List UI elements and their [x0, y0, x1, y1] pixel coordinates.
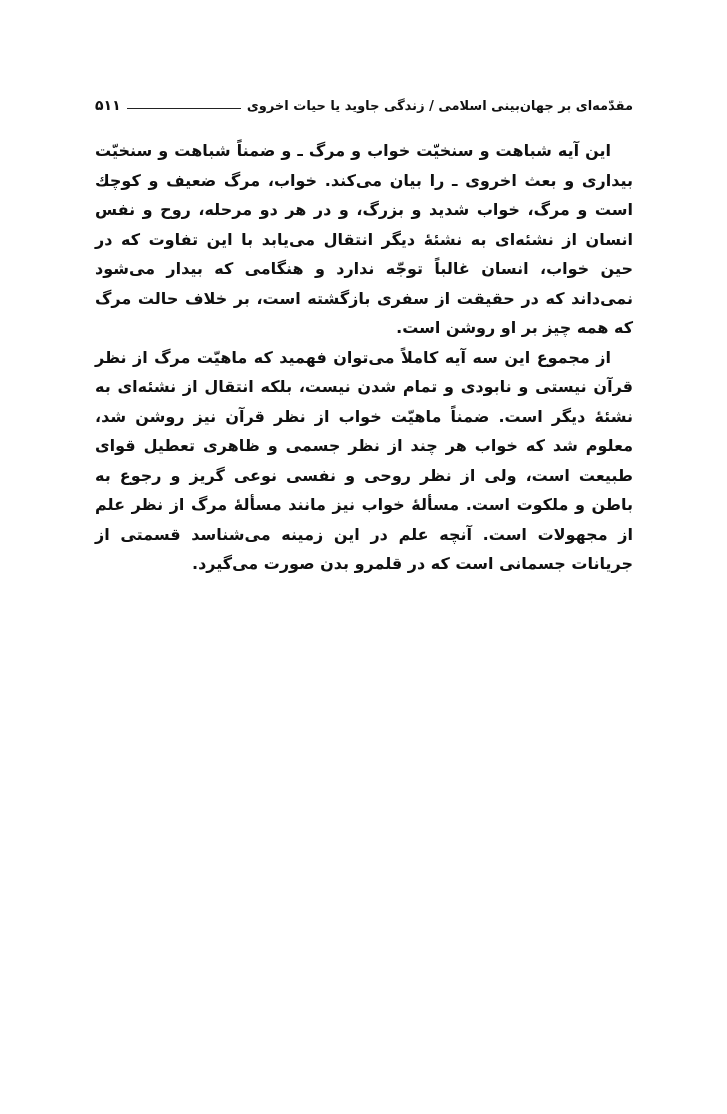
- body-text: [95, 136, 633, 579]
- header-rule: [127, 108, 241, 109]
- paragraph: این آیه شباهت و سنخیّت خواب و مرگ ـ و ضمناً شباهت و سنخیّت بیداری و بعث اخروی ـ را بیان می‌کند. خواب، مرگ ضعیف و کوچك است و مرگ، خواب شدید و بزرگ، و در هر دو مرحله، روح و نفس انسان از نشئه‌ای به نشئهٔ دیگر انتقال می‌یابد با این تفاوت که در حین خواب، انسان غالباً توجّه ندارد و هنگامی که بیدار می‌شود نمی‌داند که در حقیقت از سفری بازگشته است، بر خلاف حالت مرگ که همه چیز بر او روشن است.: [95, 141, 633, 337]
- page-number: ۵۱۱: [95, 98, 121, 114]
- paragraph: از مجموع این سه آیه کاملاً می‌توان فهمید که ماهیّت مرگ از نظر قرآن نیستی و نابودی و تمام شدن نیست، بلکه انتقال از نشئه‌ای به نشئهٔ دیگر است. ضمناً ماهیّت خواب از نظر قرآن نیز روشن شد، معلوم شد که خواب هر چند از نظر جسمی و ظاهری تعطیل قوای طبیعت است، ولی از نظر روحی و نفسی نوعی گریز و رجوع به باطن و ملکوت است. مسألهٔ خواب نیز مانند مسألهٔ مرگ از نظر علم از مجهولات است. آنچه علم در این زمینه می‌شناسد قسمتی از جریانات جسمانی است که در قلمرو بدن صورت می‌گیرد.: [95, 347, 633, 573]
- running-header-title: مقدّمه‌ای بر جهان‌بینی اسلامی / زندگی جاوید یا حیات اخروی: [246, 99, 633, 114]
- running-header: [95, 88, 633, 114]
